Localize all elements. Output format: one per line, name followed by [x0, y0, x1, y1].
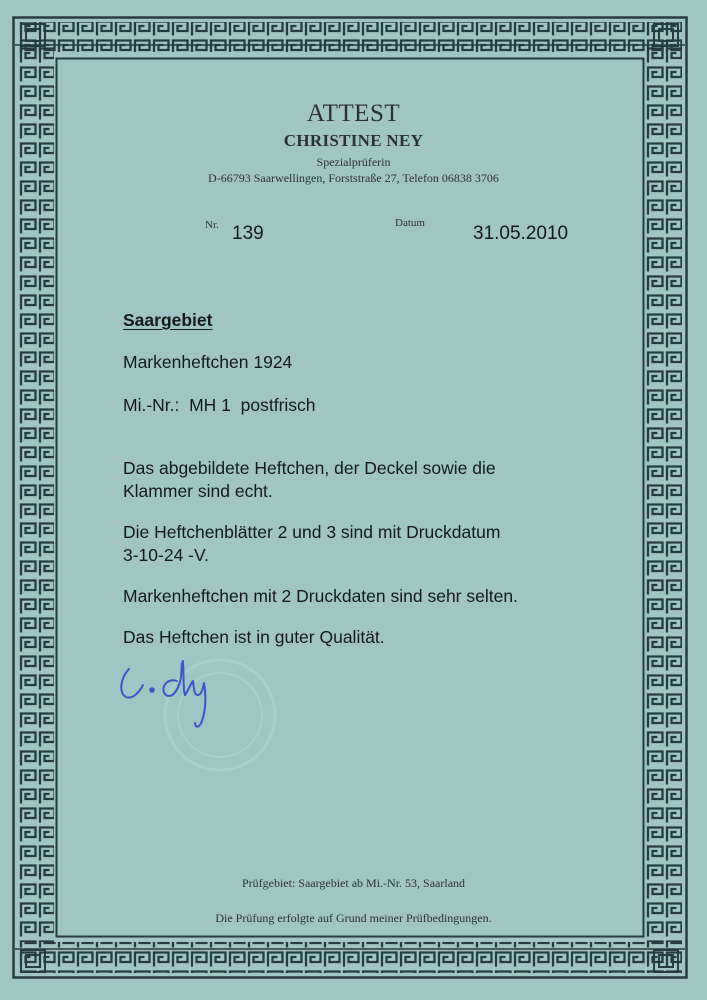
stamp-region: Saargebiet — [123, 310, 213, 330]
handwritten-signature — [115, 655, 225, 735]
examiner-address: D-66793 Saarwellingen, Forststraße 27, Telefon 06838 3706 — [208, 171, 499, 185]
catalog-number: Mi.-Nr.: MH 1 postfrisch — [123, 395, 316, 415]
examination-area: Prüfgebiet: Saargebiet ab Mi.-Nr. 53, Saarland — [241, 876, 466, 890]
certificate-number: 139 — [232, 223, 264, 244]
number-label: Nr. — [205, 219, 219, 231]
examiner-name: CHRISTINE NEY — [283, 131, 424, 150]
paragraph-line: Klammer sind echt. — [123, 481, 273, 501]
booklet-description: Markenheftchen 1924 — [123, 352, 293, 372]
rarity-statement: Markenheftchen mit 2 Druckdaten sind sehr selten. — [123, 586, 518, 606]
quality-statement: Das Heftchen ist in guter Qualität. — [123, 627, 385, 647]
certificate-title: ATTEST — [306, 100, 401, 127]
paragraph-line: Das abgebildete Heftchen, der Deckel sowie die — [123, 458, 496, 478]
certificate-date: 31.05.2010 — [473, 223, 569, 244]
date-label: Datum — [395, 217, 425, 229]
paragraph-line: Die Heftchenblätter 2 und 3 sind mit Druckdatum — [123, 522, 501, 542]
paragraph-line: 3-10-24 -V. — [123, 545, 209, 565]
examiner-role: Spezialprüferin — [316, 155, 391, 169]
examination-terms: Die Prüfung erfolgte auf Grund meiner Prüfbedingungen. — [215, 911, 492, 925]
